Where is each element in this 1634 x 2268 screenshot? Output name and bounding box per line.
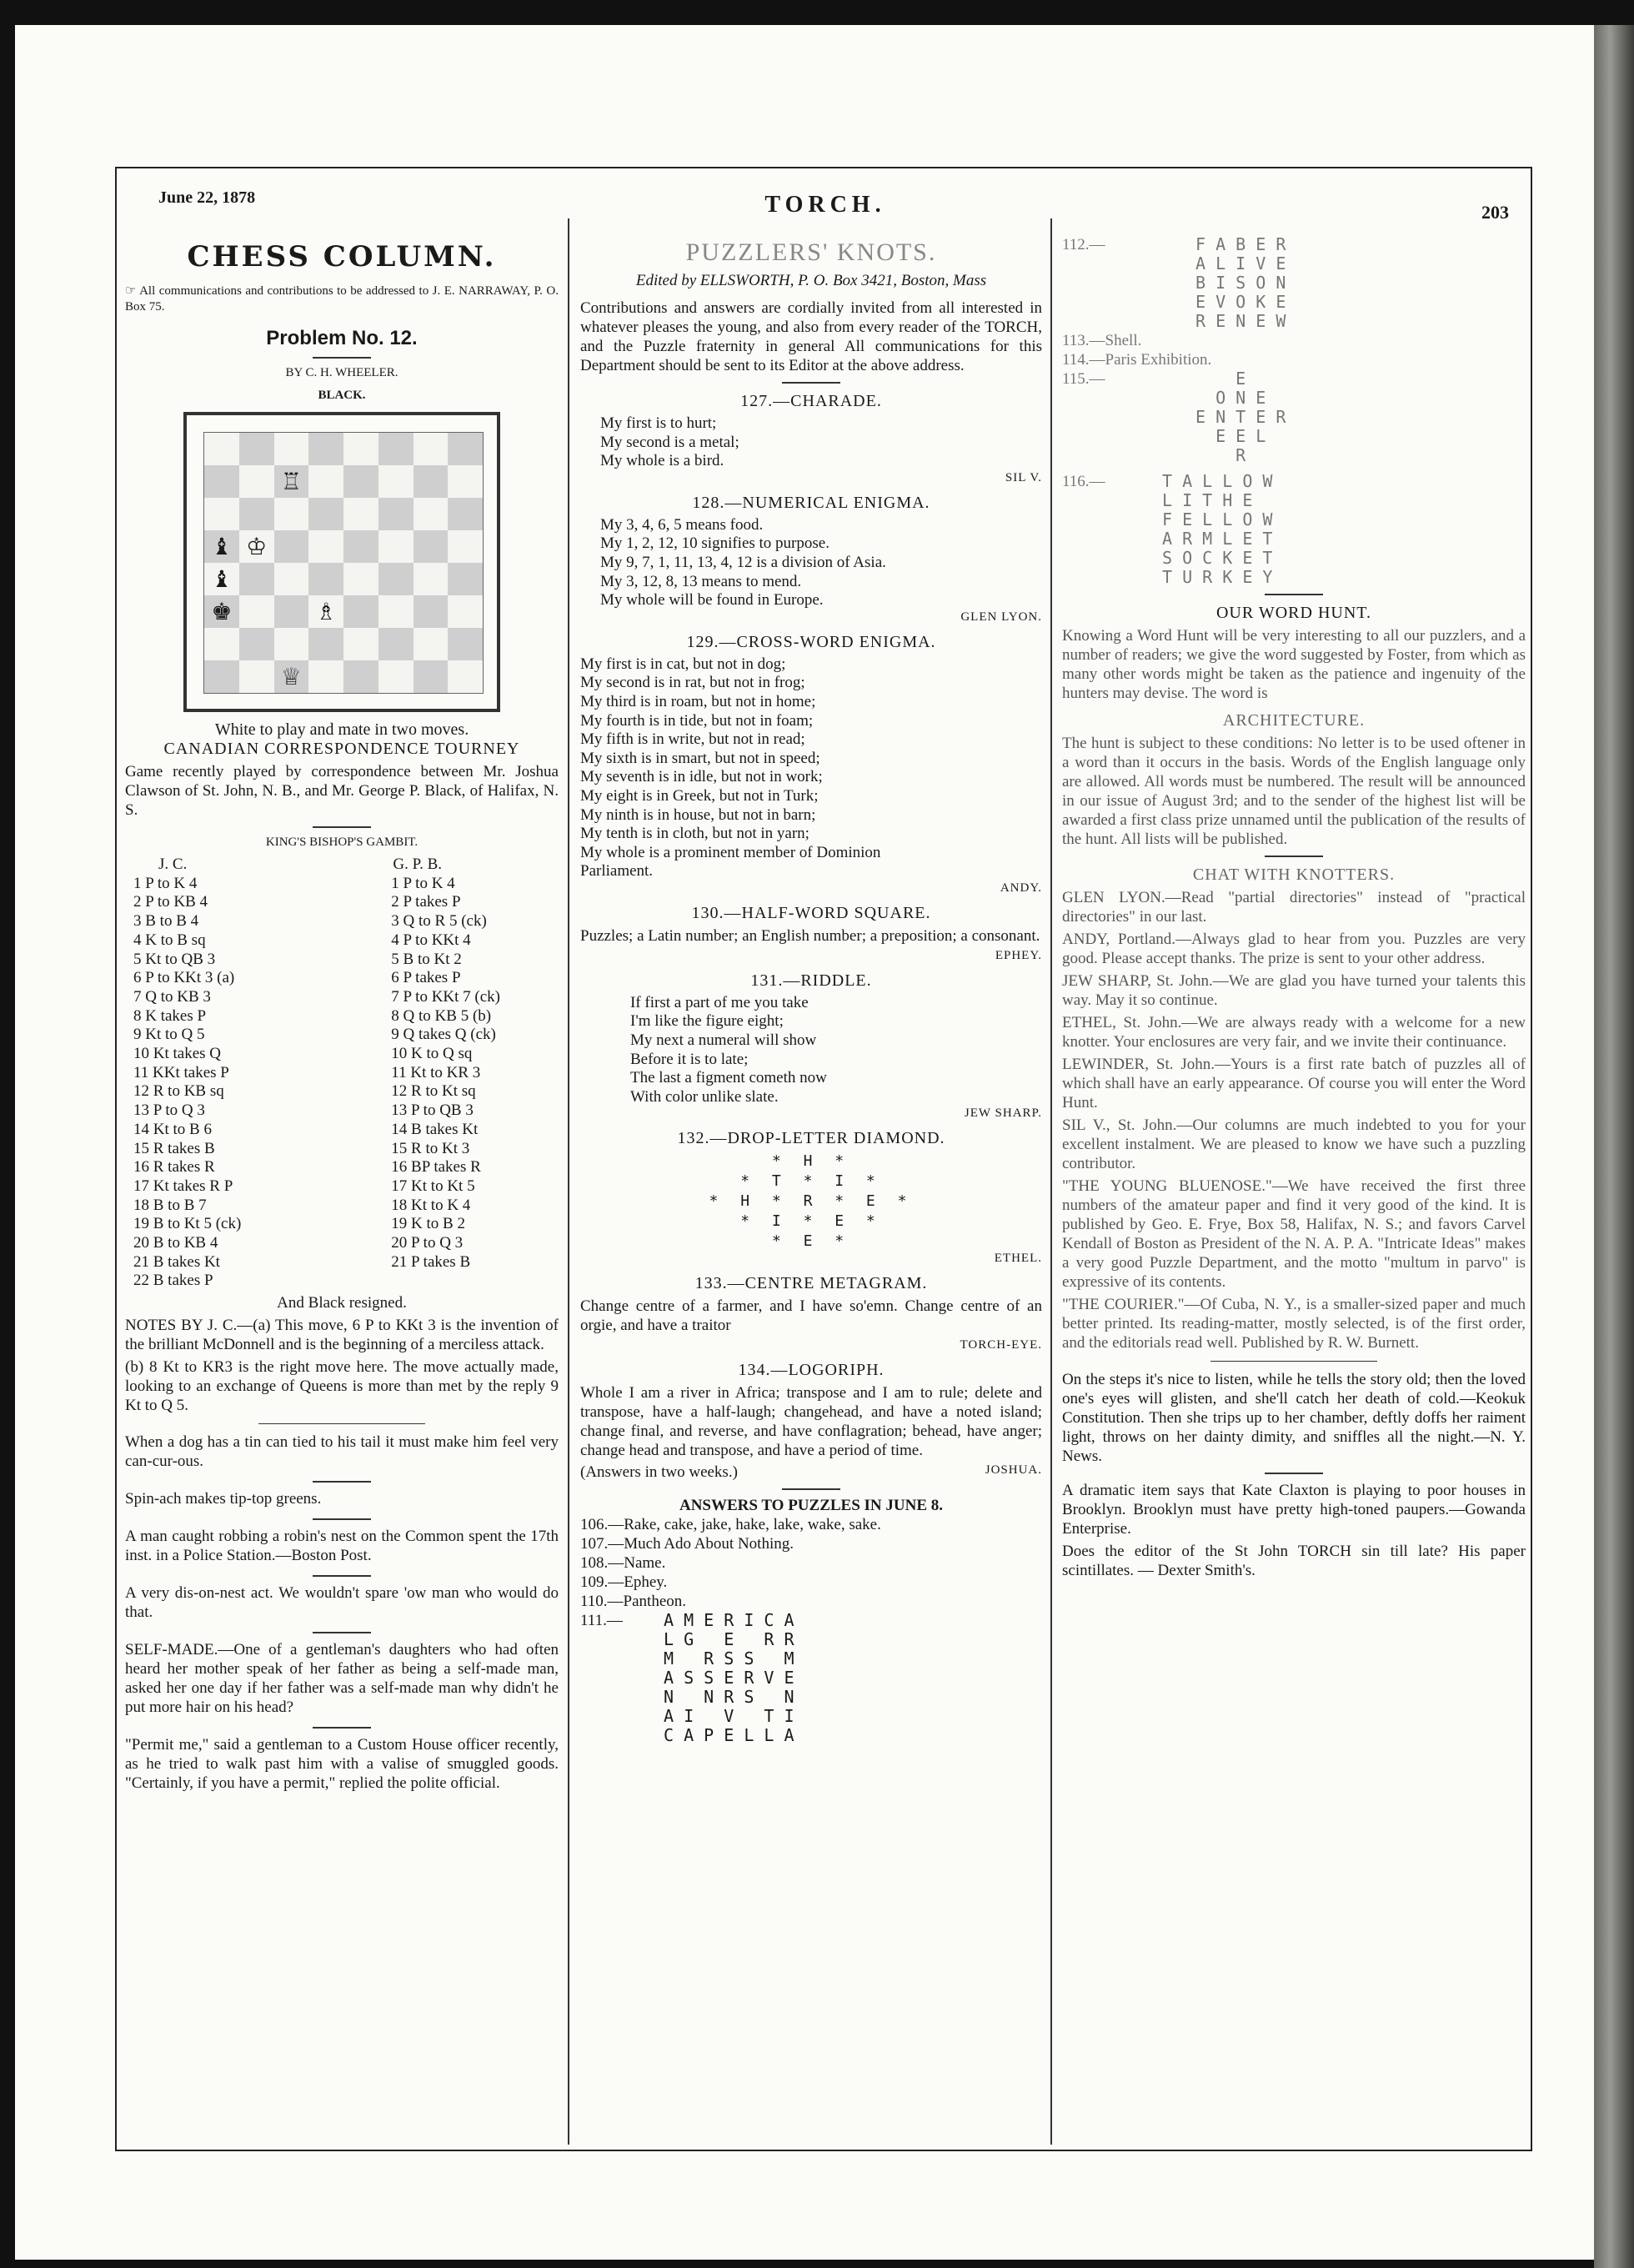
page-edge (1594, 25, 1634, 2268)
black-moves (391, 875, 500, 1291)
editor-item: Does the editor of the St John TORCH sin till late? His paper scintillates. — Dexter Smith's. (1062, 1543, 1526, 1579)
word-hunt-rules: The hunt is subject to these conditions: No letter is to be used oftener in a word than it occurs in the basis. Words of the English language only are allowed. All words must be numbered. The result will be announced in our issue of August 3rd; and to the sender of the highest list will be awarded a first class prize unnamed until the publication of the results of the hunt. All lists will be published. (1062, 735, 1526, 848)
joke-item: Spin-ach makes tip-top greens. (125, 1490, 322, 1508)
black-move: 2 P takes P (391, 893, 461, 911)
board-square (343, 433, 378, 465)
joke-item: "Permit me," said a gentleman to a Custom House officer recently, as he tried to walk past him with a valise of smuggled goods. "Certainly, if you have a permit," replied the polite official. (125, 1736, 559, 1793)
chess-notes-b: (b) 8 Kt to KR3 is the right move here. The move actually made, looking to an exchange of Queens is more than met by the reply 9 Kt to Q 5. (125, 1358, 559, 1415)
black-move: 13 P to QB 3 (391, 1101, 474, 1120)
chat-item: SIL V., St. John.—Our columns are much indebted to you for your excellent instalment. We are pleased to know we have such a puzzling contributor. (1062, 1116, 1526, 1172)
black-move: 17 Kt to Kt 5 (391, 1177, 475, 1195)
white-move: 22 B takes P (133, 1272, 213, 1290)
answer-115 (1062, 369, 1526, 465)
board-square (308, 498, 343, 530)
answer-112 (1062, 235, 1526, 331)
black-move: 12 R to Kt sq (391, 1082, 476, 1101)
verse-line: My first is to hurt; (600, 414, 717, 432)
answer-line: 107.—Much Ado About Nothing. (580, 1535, 794, 1553)
answer-115-label: 115.— (1062, 370, 1105, 388)
board-square (448, 563, 483, 595)
white-move: 11 KKt takes P (133, 1063, 229, 1081)
answer-115-grid (1145, 369, 1286, 465)
board-square (239, 563, 274, 595)
puzzle-130-heading: 130.—HALF-WORD SQUARE. (691, 903, 931, 922)
board-square (378, 660, 414, 693)
joke-item: A very dis-on-nest act. We wouldn't spare 'ow man who would do that. (125, 1584, 559, 1622)
word-square-row: A M E R I C A (664, 1610, 794, 1631)
answer-116 (1062, 472, 1526, 587)
board-square (343, 563, 378, 595)
answer-114: 114.—Paris Exhibition. (1062, 351, 1212, 369)
divider (258, 1423, 425, 1424)
word-square-row: F A B E R (1195, 235, 1286, 254)
puzzle-132-heading: 132.—DROP-LETTER DIAMOND. (677, 1129, 945, 1148)
board-square (274, 595, 309, 628)
chat-item: LEWINDER, St. John.—Yours is a first rate batch of puzzles all of which shall have an early appearance. Of course you will enter the Word Hunt. (1062, 1056, 1526, 1111)
verse-line: Parliament. (580, 862, 654, 881)
black-move: 5 B to Kt 2 (391, 950, 462, 968)
black-move: 8 Q to KB 5 (b) (391, 1006, 492, 1025)
verse-line: I'm like the figure eight; (630, 1012, 784, 1031)
white-move: 1 P to K 4 (133, 874, 198, 892)
chess-piece-icon: ♔ (246, 534, 268, 560)
black-move: 11 Kt to KR 3 (391, 1063, 481, 1081)
white-move: 8 K takes P (133, 1006, 207, 1025)
verse-line: My tenth is in cloth, but not in yarn; (580, 825, 809, 843)
problem-title: Problem No. 12. (266, 327, 418, 349)
board-square (414, 595, 449, 628)
board-square (274, 465, 309, 498)
move-headers (125, 856, 559, 875)
board-square (308, 530, 343, 563)
board-square (239, 465, 274, 498)
puzzle-133-signature: TORCH-EYE. (960, 1338, 1042, 1352)
white-player: J. C. (158, 856, 188, 873)
verse-line: My whole will be found in Europe. (600, 591, 824, 610)
verse-line: My 3, 4, 6, 5 means food. (600, 515, 764, 534)
puzzle-129-heading: 129.—CROSS-WORD ENIGMA. (686, 632, 936, 651)
word-square-row: C A P E L L A (664, 1725, 794, 1746)
resigned-text: And Black resigned. (277, 1294, 407, 1312)
puzzle-130-signature: EPHEY. (995, 948, 1042, 962)
verse-line: My seventh is in idle, but not in work; (580, 768, 823, 786)
puzzle-128-heading: 128.—NUMERICAL ENIGMA. (692, 493, 930, 512)
verse-line: My whole is a prominent member of Dominion (580, 843, 881, 861)
board-square (343, 498, 378, 530)
white-move: 17 Kt takes R P (133, 1177, 233, 1195)
board-square (239, 433, 274, 465)
answer-line: 110.—Pantheon. (580, 1593, 687, 1611)
board-square (239, 660, 274, 693)
black-move: 19 K to B 2 (391, 1215, 465, 1233)
puzzle-intro: Contributions and answers are cordially invited from all interested in whatever pleases the young, and also from every reader of the TORCH, and the Puzzle fraternity in general All communications for this Department should be sent to its Editor at the above address. (580, 299, 1042, 374)
board-square (204, 498, 239, 530)
opening-name: KING'S BISHOP'S GAMBIT. (265, 835, 419, 849)
board-square (378, 465, 414, 498)
puzzle-130: Puzzles; a Latin number; an English number; a preposition; a consonant. (580, 926, 1040, 945)
verse-line: With color unlike slate. (630, 1087, 779, 1106)
answer-113: 113.—Shell. (1062, 332, 1142, 349)
divider (1265, 856, 1323, 857)
puzzle-127-heading: 127.—CHARADE. (740, 392, 882, 410)
board-square (343, 530, 378, 563)
puzzle-127-signature: SIL V. (1005, 470, 1042, 484)
word-square-row: R E N E W (1195, 311, 1286, 331)
black-move: 14 B takes Kt (391, 1120, 479, 1138)
word-square-row: T A L L O W (1162, 471, 1273, 491)
puzzle-column-title: PUZZLERS' KNOTS. (685, 238, 937, 266)
chess-piece-icon: ♝ (211, 534, 233, 560)
board-square (274, 563, 309, 595)
board-square (239, 530, 274, 563)
board-square (308, 660, 343, 693)
answer-112-grid (1145, 235, 1286, 331)
puzzle-134: Whole I am a river in Africa; transpose and I am to rule; delete and transpose, have a half-laugh; changehead, and have a noted island; change final, and reverse, and have conflagration; behead, have anger; change head and transpose, and have a period of time. (580, 1384, 1042, 1460)
poem-paragraph: On the steps it's nice to listen, while he tells the story old; then the loved one's eyes will glisten, and she'll catch her death of cold.—Keokuk Constitution. Then she trips up to her chamber, deftly doffs her raiment light, throws on her dainty dimity, and sniffles all the night.—N. Y. News. (1062, 1371, 1526, 1465)
board-square (414, 563, 449, 595)
white-move: 15 R takes B (133, 1139, 215, 1157)
divider (1265, 1473, 1323, 1474)
chess-piece-icon: ♗ (315, 599, 337, 625)
kate-claxton-item: A dramatic item says that Kate Claxton is playing to poor houses in Brooklyn. Brooklyn must have pretty high-toned paupers.—Gowanda Enterprise. (1062, 1482, 1526, 1538)
board-square (378, 628, 414, 660)
verse-line: My fourth is in tide, but not in foam; (580, 711, 814, 730)
divider (1210, 1361, 1377, 1362)
verse-line: My next a numeral will show (630, 1031, 817, 1050)
puzzle-129 (580, 655, 1042, 881)
chat-item: GLEN LYON.—Read "partial directories" instead of "practical directories" in our last. (1062, 889, 1526, 926)
chess-piece-icon: ♝ (211, 566, 233, 593)
board-square (448, 595, 483, 628)
verse-line: My second is in rat, but not in frog; (580, 674, 805, 692)
white-move: 2 P to KB 4 (133, 893, 208, 911)
board-square (343, 660, 378, 693)
problem-author: BY C. H. WHEELER. (285, 366, 398, 379)
word-square-row: L I T H E (1162, 490, 1253, 510)
board-square (274, 530, 309, 563)
puzzle-editor: Edited by ELLSWORTH, P. O. Box 3421, Boston, Mass (635, 272, 987, 289)
answer-111-label: 111.— (580, 1612, 623, 1630)
board-square (378, 595, 414, 628)
white-move: 21 B takes Kt (133, 1252, 220, 1271)
chess-board (183, 412, 500, 712)
divider (313, 357, 371, 359)
masthead (117, 168, 1534, 223)
board-square (274, 628, 309, 660)
chat-item: ETHEL, St. John.—We are always ready with a welcome for a new knotter. Your enclosures are very fair, and we invite their continuance. (1062, 1014, 1526, 1051)
answer-line: 108.—Name. (580, 1554, 666, 1573)
black-move: 10 K to Q sq (391, 1045, 473, 1063)
chess-notice: ☞ All communications and contributions to be addressed to J. E. NARRAWAY, P. O. Box 75. (125, 284, 559, 314)
divider (782, 1488, 840, 1490)
answer-116-label: 116.— (1062, 473, 1105, 490)
board-square (414, 660, 449, 693)
word-square-row: O N E (1195, 388, 1266, 408)
verse-line: My third is in roam, but not in home; (580, 692, 816, 710)
joke-item: SELF-MADE.—One of a gentleman's daughters who had often heard her mother speak of her father as being a self-made man, asked her one day if her father was a self-made man why didn't he put more hair on his head? (125, 1641, 559, 1717)
divider (313, 1727, 371, 1729)
white-moves (133, 875, 241, 1291)
board-square (239, 628, 274, 660)
divider (313, 1518, 371, 1520)
verse-line: My eight is in Greek, but not in Turk; (580, 786, 819, 805)
word-square-row: E V O K E (1195, 292, 1286, 312)
chat-item: "THE COURIER."—Of Cuba, N. Y., is a smaller-sized paper and much better printed. Its reading-matter, mostly selected, is of the first order, and the editorials read well. Published by R. W. Burnett. (1062, 1296, 1526, 1352)
white-move: 3 B to B 4 (133, 912, 199, 931)
white-move: 6 P to KKt 3 (a) (133, 969, 235, 987)
black-move: 1 P to K 4 (391, 874, 455, 892)
board-square (414, 628, 449, 660)
board-square (343, 465, 378, 498)
black-move: 18 Kt to K 4 (391, 1196, 471, 1214)
chess-piece-icon: ♕ (280, 664, 302, 690)
board-square (308, 563, 343, 595)
board-square (378, 563, 414, 595)
board-square (378, 530, 414, 563)
board-square (414, 433, 449, 465)
tourney-title: CANADIAN CORRESPONDENCE TOURNEY (163, 740, 520, 758)
diamond-row: * H * R * E * (709, 1192, 914, 1211)
divider (1265, 594, 1323, 595)
black-move: 6 P takes P (391, 969, 461, 987)
chat-heading: CHAT WITH KNOTTERS. (1192, 866, 1396, 884)
puzzle-129-signature: ANDY. (1000, 881, 1042, 895)
puzzle-column (580, 235, 1042, 2145)
board-square (414, 498, 449, 530)
paper-title: TORCH. (764, 192, 886, 218)
board-square (274, 498, 309, 530)
word-square-row: A I V T I (664, 1706, 794, 1727)
puzzle-127 (580, 414, 1042, 471)
answers-list (580, 1515, 1042, 1611)
black-player: G. P. B. (393, 856, 442, 873)
black-move: 21 P takes B (391, 1252, 471, 1271)
verse-line: My 1, 2, 12, 10 signifies to purpose. (600, 534, 830, 553)
verse-line: My fifth is in write, but not in read; (580, 730, 805, 749)
word-square-row: E N T E R (1195, 407, 1286, 427)
chess-column (125, 235, 559, 2145)
board-square (204, 660, 239, 693)
white-move: 7 Q to KB 3 (133, 987, 211, 1006)
white-move: 20 B to KB 4 (133, 1234, 218, 1252)
white-move: 4 K to B sq (133, 931, 206, 949)
word-square-row: R (1195, 445, 1246, 465)
white-move: 18 B to B 7 (133, 1196, 207, 1214)
answer-line: 109.—Ephey. (580, 1573, 668, 1592)
puzzle-134-signature: JOSHUA. (985, 1463, 1042, 1478)
chess-piece-icon: ♚ (211, 599, 233, 625)
answer-116-grid (1145, 472, 1272, 587)
board-square (343, 628, 378, 660)
board-square (204, 563, 239, 595)
move-list (125, 875, 559, 1291)
verse-line: If first a part of me you take (630, 993, 809, 1011)
board-square (308, 433, 343, 465)
diamond-row: * T * I * (740, 1172, 882, 1191)
board-square (204, 433, 239, 465)
black-move: 15 R to Kt 3 (391, 1139, 470, 1157)
puzzle-134-note: (Answers in two weeks.) (580, 1463, 738, 1482)
black-move: 7 P to KKt 7 (ck) (391, 987, 500, 1006)
board-square (448, 465, 483, 498)
divider (313, 1575, 371, 1577)
diamond-row: * I * E * (740, 1212, 882, 1231)
verse-line: My sixth is in smart, but not in speed; (580, 749, 820, 767)
puzzle-134-footer (580, 1463, 1042, 1482)
chess-notes: NOTES BY J. C.—(a) This move, 6 P to KKt 3 is the invention of the brilliant McDonnell and is the beginning of a merciless attack. (125, 1317, 559, 1354)
white-move: 9 Kt to Q 5 (133, 1026, 205, 1044)
diamond-row: * E * (771, 1232, 851, 1251)
verse-line: My second is a metal; (600, 433, 739, 451)
jokes-list (125, 1433, 559, 1793)
word-square-row: E E L (1195, 426, 1266, 446)
word-square-row: S O C K E T (1162, 548, 1273, 568)
puzzle-column-continued (1062, 235, 1526, 2145)
board-square (308, 465, 343, 498)
word-square-row: A L I V E (1195, 253, 1286, 273)
word-square-row: B I S O N (1195, 273, 1286, 293)
black-move: 20 P to Q 3 (391, 1234, 464, 1252)
tourney-intro: Game recently played by correspondence between Mr. Joshua Clawson of St. John, N. B., and Mr. George P. Black, of Halifax, N. S. (125, 763, 559, 819)
verse-line: My 9, 7, 1, 11, 13, 4, 12 is a division of Asia. (600, 553, 886, 571)
word-square-row: T U R K E Y (1162, 567, 1273, 587)
puzzle-131-heading: 131.—RIDDLE. (750, 971, 872, 990)
verse-line: My ninth is in house, but not in barn; (580, 805, 816, 824)
joke-item: A man caught robbing a robin's nest on the Common spent the 17th inst. in a Police Station.—Boston Post. (125, 1528, 559, 1565)
verse-line: My 3, 12, 8, 13 means to mend. (600, 572, 802, 590)
board-square (204, 628, 239, 660)
word-square-row: N N R S N (664, 1687, 794, 1708)
board-square (448, 530, 483, 563)
board-square (239, 498, 274, 530)
divider (313, 826, 371, 828)
board-square (308, 595, 343, 628)
chat-item: JEW SHARP, St. John.—We are glad you have turned your talents this way. May it so continue. (1062, 972, 1526, 1009)
divider (782, 382, 840, 384)
white-move: 14 Kt to B 6 (133, 1120, 212, 1138)
board-square (378, 498, 414, 530)
black-move: 9 Q takes Q (ck) (391, 1026, 496, 1044)
chat-item: "THE YOUNG BLUENOSE."—We have received the first three numbers of the amateur paper and find it very good of the kind. It is published by Geo. E. Frye, Box 58, Halifax, N. S.; and favors Carvel Kendall of Boston as President of the N. A. P. A. "Intricate Ideas" makes a very good Puzzle Department, and the motto "multum in parvo" is expressive of its contents. (1062, 1177, 1526, 1291)
verse-line: Before it is to late; (630, 1050, 749, 1068)
verse-line: The last a figment cometh now (630, 1069, 827, 1087)
word-square-row: A S S E R V E (664, 1668, 794, 1688)
answers-heading: ANSWERS TO PUZZLES IN JUNE 8. (679, 1497, 944, 1515)
board-square (448, 660, 483, 693)
board-square (274, 660, 309, 693)
puzzle-132-signature: ETHEL. (994, 1252, 1042, 1266)
word-square-row: A R M L E T (1162, 529, 1273, 549)
board-square (378, 433, 414, 465)
black-move: 4 P to KKt 4 (391, 931, 471, 949)
issue-date: June 22, 1878 (158, 188, 256, 207)
puzzle-132 (580, 1152, 1042, 1252)
board-square (414, 530, 449, 563)
word-square-row: F E L L O W (1162, 509, 1273, 529)
white-move: 13 P to Q 3 (133, 1101, 205, 1120)
white-move: 10 Kt takes Q (133, 1045, 222, 1063)
puzzle-131-signature: JEW SHARP. (964, 1106, 1042, 1121)
diamond-row: * H * (771, 1152, 851, 1171)
divider (313, 1481, 371, 1483)
white-move: 12 R to KB sq (133, 1082, 224, 1101)
answer-111 (580, 1611, 1042, 1745)
word-square-row: L G E R R (664, 1629, 794, 1650)
word-hunt-text: Knowing a Word Hunt will be very interesting to all our puzzlers, and a number of readers; we give the word suggested by Foster, from which as many other words might be taken as the patience and ingenuity of the hunters may devise. The word is (1062, 627, 1526, 702)
board-square (414, 465, 449, 498)
board-square (448, 433, 483, 465)
board-square (204, 530, 239, 563)
verse-line: My first is in cat, but not in dog; (580, 655, 786, 673)
black-move: 16 BP takes R (391, 1158, 481, 1177)
board-square (274, 433, 309, 465)
chat-list (1062, 888, 1526, 1352)
puzzle-128 (580, 516, 1042, 610)
white-move: 5 Kt to QB 3 (133, 950, 216, 968)
board-square (448, 498, 483, 530)
joke-item: When a dog has a tin can tied to his tail it must make him feel very can-cur-ous. (125, 1433, 559, 1471)
word-square-row: E (1195, 369, 1246, 389)
board-square (308, 628, 343, 660)
board-square (204, 595, 239, 628)
word-square-row: M R S S M (664, 1648, 794, 1669)
word-hunt-word: ARCHITECTURE. (1222, 711, 1366, 730)
column-rule (1050, 218, 1052, 2145)
divider (313, 1632, 371, 1633)
board-caption: White to play and mate in two moves. (214, 720, 469, 739)
word-hunt-heading: OUR WORD HUNT. (1215, 604, 1372, 622)
black-label: BLACK. (318, 389, 366, 402)
board-square (239, 595, 274, 628)
answer-line: 106.—Rake, cake, jake, hake, lake, wake, sake. (580, 1516, 881, 1534)
black-move: 3 Q to R 5 (ck) (391, 912, 487, 931)
puzzle-131 (580, 994, 1042, 1107)
page-frame (115, 167, 1532, 2151)
puzzle-128-signature: GLEN LYON. (960, 610, 1042, 624)
column-rule (568, 218, 569, 2145)
board-square (343, 595, 378, 628)
answer-111-grid (647, 1611, 794, 1745)
puzzle-134-heading: 134.—LOGORIPH. (738, 1361, 885, 1380)
page-number: 203 (1481, 202, 1509, 223)
puzzle-133: Change centre of a farmer, and I have so'emn. Change centre of an orgie, and have a traitor (580, 1297, 1042, 1335)
board-grid (203, 432, 484, 694)
chess-piece-icon: ♖ (280, 469, 302, 495)
board-square (448, 628, 483, 660)
verse-line: My whole is a bird. (600, 452, 724, 470)
chat-item: ANDY, Portland.—Always glad to hear from you. Puzzles are very good. Please accept thanks. The prize is sent to your other address. (1062, 931, 1526, 967)
white-move: 16 R takes R (133, 1158, 215, 1177)
board-square (204, 465, 239, 498)
chess-column-title: CHESS COLUMN. (187, 240, 497, 273)
white-move: 19 B to Kt 5 (ck) (133, 1215, 242, 1233)
answer-112-label: 112.— (1062, 236, 1105, 253)
puzzle-133-heading: 133.—CENTRE METAGRAM. (694, 1274, 928, 1293)
